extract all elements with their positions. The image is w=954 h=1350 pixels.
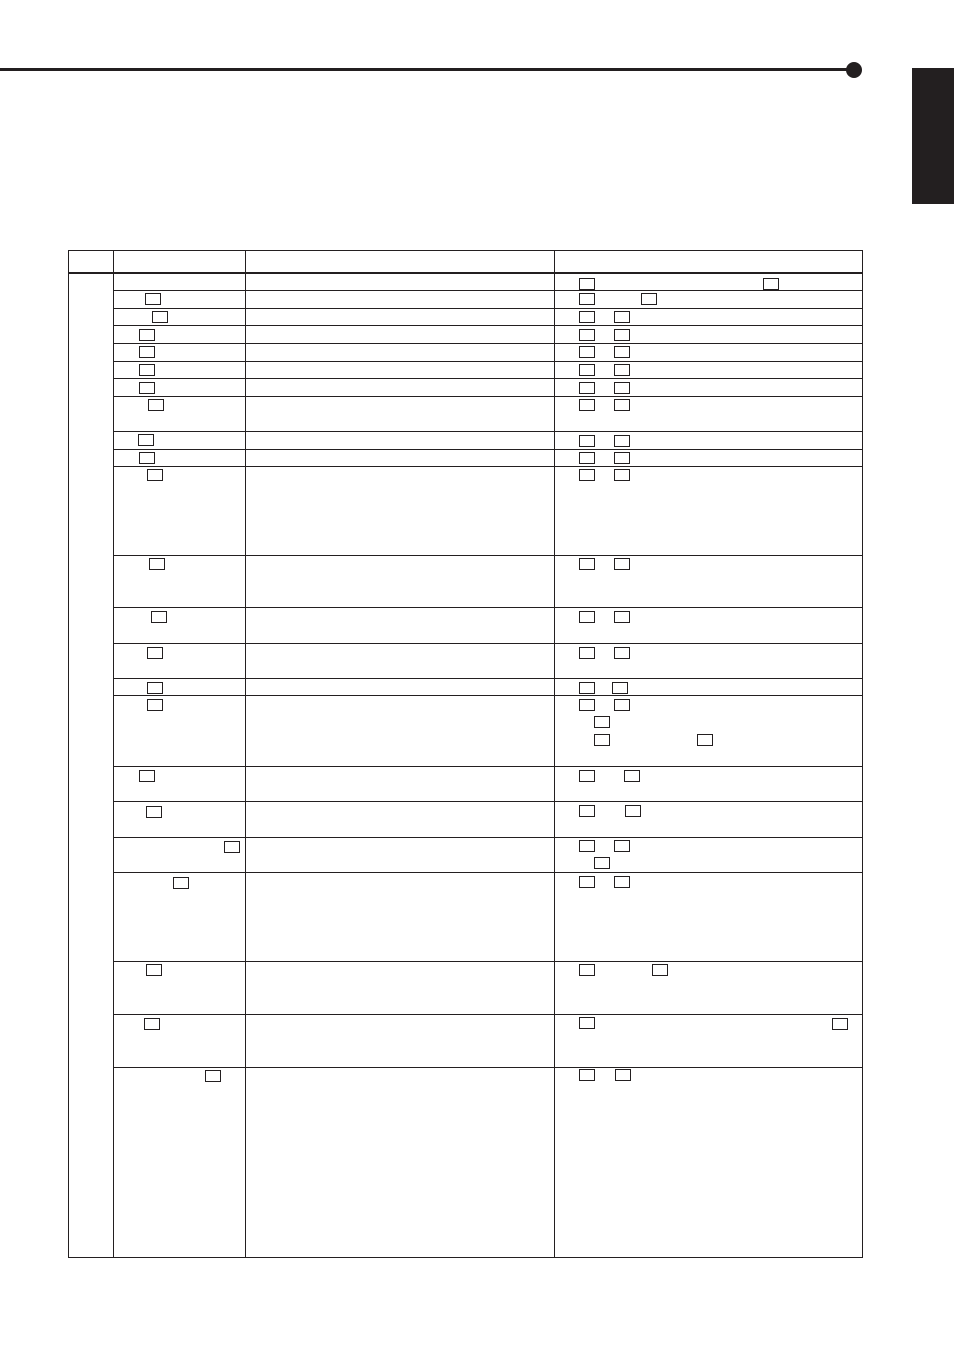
- row-divider: [113, 872, 862, 873]
- square-marker-icon: [614, 840, 630, 852]
- square-marker-icon: [146, 806, 162, 818]
- square-marker-icon: [579, 1017, 595, 1029]
- row-divider: [113, 290, 862, 291]
- row-divider: [113, 1014, 862, 1015]
- square-marker-icon: [763, 278, 779, 290]
- row-divider: [113, 643, 862, 644]
- square-marker-icon: [614, 611, 630, 623]
- square-marker-icon: [147, 699, 163, 711]
- square-marker-icon: [579, 382, 595, 394]
- row-divider: [113, 555, 862, 556]
- row-divider: [113, 607, 862, 608]
- square-marker-icon: [145, 293, 161, 305]
- square-marker-icon: [624, 770, 640, 782]
- square-marker-icon: [579, 699, 595, 711]
- row-divider: [113, 837, 862, 838]
- square-marker-icon: [579, 364, 595, 376]
- square-marker-icon: [579, 399, 595, 411]
- square-marker-icon: [146, 964, 162, 976]
- row-divider: [113, 343, 862, 344]
- square-marker-icon: [579, 435, 595, 447]
- row-divider: [113, 308, 862, 309]
- square-marker-icon: [138, 434, 154, 446]
- square-marker-icon: [144, 1018, 160, 1030]
- square-marker-icon: [149, 558, 165, 570]
- square-marker-icon: [139, 346, 155, 358]
- square-marker-icon: [579, 611, 595, 623]
- row-divider: [113, 361, 862, 362]
- square-marker-icon: [614, 699, 630, 711]
- row-divider: [113, 961, 862, 962]
- square-marker-icon: [579, 682, 595, 694]
- square-marker-icon: [594, 734, 610, 746]
- square-marker-icon: [139, 364, 155, 376]
- square-marker-icon: [614, 558, 630, 570]
- square-marker-icon: [579, 876, 595, 888]
- square-marker-icon: [139, 329, 155, 341]
- row-divider: [113, 678, 862, 679]
- row-divider: [113, 466, 862, 467]
- square-marker-icon: [147, 469, 163, 481]
- square-marker-icon: [614, 469, 630, 481]
- square-marker-icon: [151, 611, 167, 623]
- square-marker-icon: [625, 805, 641, 817]
- square-marker-icon: [614, 452, 630, 464]
- square-marker-icon: [579, 647, 595, 659]
- square-marker-icon: [641, 293, 657, 305]
- square-marker-icon: [832, 1018, 848, 1030]
- square-marker-icon: [205, 1070, 221, 1082]
- square-marker-icon: [579, 840, 595, 852]
- square-marker-icon: [579, 805, 595, 817]
- table-border-bottom: [68, 1257, 863, 1258]
- square-marker-icon: [152, 311, 168, 323]
- square-marker-icon: [579, 770, 595, 782]
- square-marker-icon: [594, 716, 610, 728]
- square-marker-icon: [612, 682, 628, 694]
- row-divider: [113, 396, 862, 397]
- square-marker-icon: [139, 382, 155, 394]
- square-marker-icon: [224, 841, 240, 853]
- square-marker-icon: [579, 278, 595, 290]
- column-divider: [245, 250, 246, 1257]
- square-marker-icon: [697, 734, 713, 746]
- square-marker-icon: [614, 329, 630, 341]
- square-marker-icon: [614, 876, 630, 888]
- table-border-top: [68, 250, 862, 251]
- square-marker-icon: [614, 435, 630, 447]
- square-marker-icon: [614, 399, 630, 411]
- square-marker-icon: [579, 329, 595, 341]
- table-border-left: [68, 250, 69, 1257]
- table-header-divider: [68, 272, 862, 274]
- square-marker-icon: [614, 364, 630, 376]
- square-marker-icon: [615, 1069, 631, 1081]
- table-border-right: [862, 250, 863, 1257]
- square-marker-icon: [139, 452, 155, 464]
- square-marker-icon: [614, 346, 630, 358]
- square-marker-icon: [579, 346, 595, 358]
- square-marker-icon: [579, 558, 595, 570]
- square-marker-icon: [614, 382, 630, 394]
- square-marker-icon: [139, 770, 155, 782]
- square-marker-icon: [579, 452, 595, 464]
- square-marker-icon: [579, 469, 595, 481]
- row-divider: [113, 801, 862, 802]
- square-marker-icon: [579, 964, 595, 976]
- square-marker-icon: [579, 293, 595, 305]
- row-divider: [113, 766, 862, 767]
- column-divider: [554, 250, 555, 1257]
- column-divider: [113, 250, 114, 1257]
- square-marker-icon: [147, 647, 163, 659]
- row-divider: [113, 325, 862, 326]
- row-divider: [113, 695, 862, 696]
- row-divider: [113, 1067, 862, 1068]
- square-marker-icon: [173, 877, 189, 889]
- square-marker-icon: [652, 964, 668, 976]
- square-marker-icon: [594, 857, 610, 869]
- square-marker-icon: [579, 1069, 595, 1081]
- square-marker-icon: [147, 682, 163, 694]
- square-marker-icon: [148, 399, 164, 411]
- square-marker-icon: [614, 647, 630, 659]
- row-divider: [113, 449, 862, 450]
- row-divider: [113, 431, 862, 432]
- row-divider: [113, 378, 862, 379]
- square-marker-icon: [614, 311, 630, 323]
- square-marker-icon: [579, 311, 595, 323]
